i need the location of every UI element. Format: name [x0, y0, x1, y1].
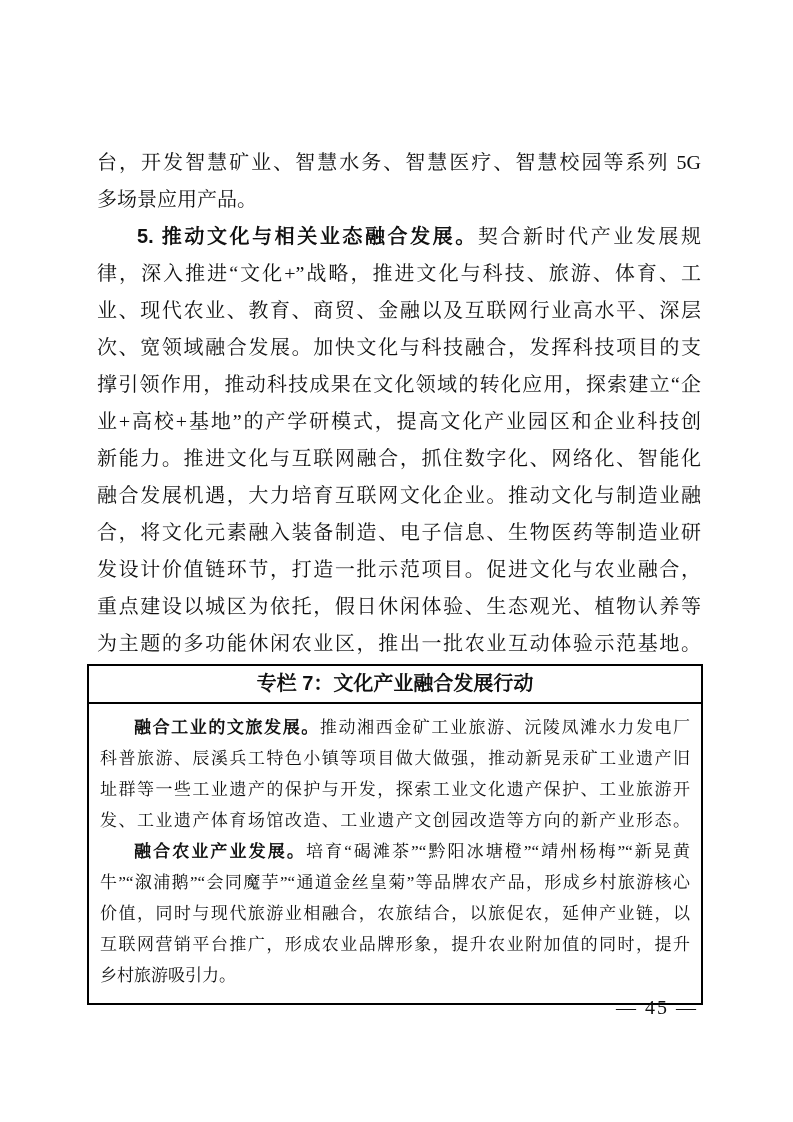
page-number: — 45 —: [616, 997, 698, 1019]
column-7-box-body: [89, 704, 701, 1003]
text-line: [100, 836, 690, 867]
text-line: [97, 441, 701, 478]
text-line: [97, 219, 701, 256]
bold-lead-text: 融合农业产业发展。: [134, 842, 306, 861]
text-line: [97, 293, 701, 330]
text-segment: 址群等一些工业遗产的保护与开发，探索工业文化遗产保护、工业旅游开: [100, 780, 690, 799]
text-segment: 业、现代农业、教育、商贸、金融以及互联网行业高水平、深层: [97, 300, 701, 322]
text-line: [100, 867, 690, 898]
text-line: [100, 805, 690, 836]
text-segment: 重点建设以城区为依托，假日休闲体验、生态观光、植物认养等: [97, 596, 701, 618]
text-line: [97, 478, 701, 515]
text-line: [97, 182, 701, 219]
text-segment: 培育“碣滩茶”“黔阳冰塘橙”“靖州杨梅”“新晃黄: [305, 842, 690, 861]
text-segment: 价值，同时与现代旅游业相融合，农旅结合，以旅促农，延伸产业链，以: [100, 904, 690, 923]
text-segment: 互联网营销平台推广，形成农业品牌形象，提升农业附加值的同时，提升: [100, 935, 690, 954]
text-segment: 融合发展机遇，大力培育互联网文化企业。推动文化与制造业融: [97, 485, 701, 507]
text-line: [100, 929, 690, 960]
text-segment: 乡村旅游吸引力。: [100, 966, 236, 985]
bold-lead-text: 融合工业的文旅发展。: [134, 718, 320, 737]
page-footer: [616, 997, 698, 1020]
column-7-box-title: 专栏 7：文化产业融合发展行动: [89, 666, 701, 704]
text-segment: 业+高校+基地”的产学研模式，提高文化产业园区和企业科技创: [97, 411, 701, 433]
text-segment: 台，开发智慧矿业、智慧水务、智慧医疗、智慧校园等系列 5G: [97, 152, 701, 174]
text-line: [97, 330, 701, 367]
column-7-box: [87, 664, 703, 1005]
text-segment: 契合新时代产业发展规: [477, 226, 701, 248]
text-segment: 牛”“溆浦鹅”“会同魔芋”“通道金丝皇菊”等品牌农产品，形成乡村旅游核心: [100, 873, 690, 892]
text-line: [97, 589, 701, 626]
text-segment: 合，将文化元素融入装备制造、电子信息、生物医药等制造业研: [97, 522, 701, 544]
text-segment: 多场景应用产品。: [97, 189, 257, 211]
text-line: [97, 552, 701, 589]
text-segment: 发、工业遗产体育场馆改造、工业遗产文创园改造等方向的新产业形态。: [100, 811, 690, 830]
text-segment: 律，深入推进“文化+”战略，推进文化与科技、旅游、体育、工: [97, 263, 701, 285]
text-segment: 发设计价值链环节，打造一批示范项目。促进文化与农业融合，: [97, 559, 701, 581]
text-segment: 推动湘西金矿工业旅游、沅陵凤滩水力发电厂: [319, 718, 691, 737]
text-segment: 为主题的多功能休闲农业区，推出一批农业互动体验示范基地。: [97, 633, 701, 655]
text-segment: 撑引领作用，推动科技成果在文化领域的转化应用，探索建立“企: [97, 374, 701, 396]
text-segment: 次、宽领域融合发展。加快文化与科技融合，发挥科技项目的支: [97, 337, 701, 359]
text-line: [97, 367, 701, 404]
text-line: [100, 898, 690, 929]
text-line: [97, 404, 701, 441]
text-line: [97, 256, 701, 293]
text-line: [97, 626, 701, 663]
bold-lead-text: 5. 推动文化与相关业态融合发展。: [137, 226, 478, 248]
text-line: [97, 145, 701, 182]
text-line: [100, 712, 690, 743]
text-segment: 新能力。推进文化与互联网融合，抓住数字化、网络化、智能化: [97, 448, 701, 470]
body-text: [97, 145, 701, 663]
text-line: [100, 743, 690, 774]
text-segment: 科普旅游、辰溪兵工特色小镇等项目做大做强，推动新晃汞矿工业遗产旧: [100, 749, 690, 768]
text-line: [100, 774, 690, 805]
text-line: [100, 960, 690, 991]
text-line: [97, 515, 701, 552]
